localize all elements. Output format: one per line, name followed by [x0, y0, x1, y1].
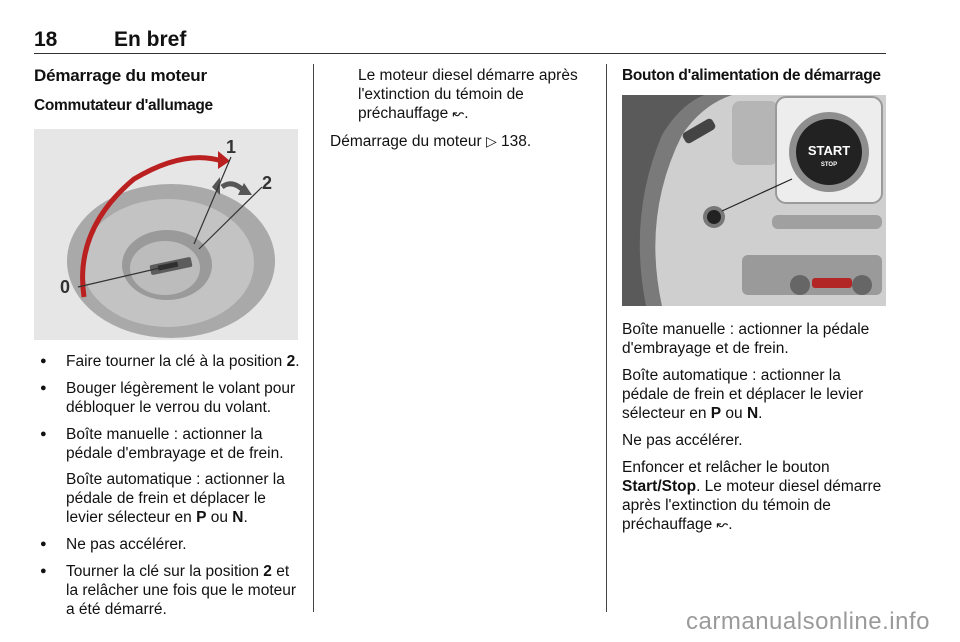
diesel-note — [330, 66, 596, 124]
start-stop-term: Start/Stop — [622, 478, 697, 495]
auto-text-end: . — [758, 405, 763, 422]
glow-plug-icon: ↜ — [716, 517, 729, 533]
cross-reference — [330, 132, 596, 152]
subsection-title-start-button: Bouton d'alimentation de démarrage — [622, 67, 881, 84]
list-item — [34, 535, 302, 554]
start-text: Enfoncer et relâcher le bouton — [622, 459, 830, 476]
position-label-2: 2 — [262, 173, 273, 193]
list-item-text: Ne pas accélérer. — [66, 536, 187, 553]
list-item-text: Faire tourner la clé à la position — [66, 353, 287, 370]
start-stop-instruction — [622, 458, 890, 535]
gear-n: N — [232, 509, 244, 526]
list-item — [34, 352, 302, 371]
list-item-text-end: . — [295, 353, 300, 370]
glow-plug-icon: ↜ — [452, 106, 465, 122]
page-title: En bref — [114, 28, 187, 51]
diesel-note-text: Le moteur diesel démarre après l'extinction du témoin de préchauffage — [358, 67, 578, 122]
page-number: 18 — [34, 28, 58, 51]
sub-text-mid: ou — [206, 509, 233, 526]
list-item — [34, 379, 302, 417]
header-divider — [34, 53, 886, 54]
no-accelerate-instruction: Ne pas accélérer. — [622, 432, 743, 449]
cross-reference-text: Démarrage du moteur — [330, 133, 486, 150]
stop-label: STOP — [820, 162, 838, 168]
column-1 — [34, 64, 302, 627]
page-reference-arrow-icon: ▷ — [485, 134, 497, 150]
list-item-text: Bouger légèrement le volant pour débloquer le verrou du volant. — [66, 380, 296, 416]
subsection-title-ignition: Commutateur d'allumage — [34, 97, 213, 114]
column-2 — [330, 64, 596, 160]
auto-text-mid: ou — [721, 405, 747, 422]
cross-reference-page[interactable]: 138. — [496, 133, 532, 150]
list-item-text: Tourner la clé sur la position — [66, 563, 264, 580]
gear-p: P — [710, 405, 722, 422]
page-header — [34, 28, 886, 54]
position-label-0: 0 — [60, 277, 71, 297]
procedure-list — [34, 352, 302, 619]
list-item — [34, 562, 302, 619]
list-item-text: Boîte manuelle : actionner la pédale d'embrayage et de frein. — [66, 426, 284, 462]
gear-n: N — [746, 405, 759, 422]
watermark: carmanualsonline.info — [686, 608, 930, 635]
start-text-rest: . Le moteur diesel démarre après l'extinction du témoin de préchauffage — [622, 478, 882, 533]
start-stop-button-figure — [622, 95, 886, 306]
diesel-note-end: . — [464, 105, 469, 122]
column-divider-2 — [606, 64, 607, 612]
list-item-subtext — [66, 470, 302, 527]
start-text-end: . — [728, 516, 733, 533]
gear-p: P — [196, 509, 207, 526]
manual-gearbox-instruction: Boîte manuelle : actionner la pédale d'embrayage et de frein. — [622, 321, 870, 357]
ignition-switch-figure — [34, 129, 298, 340]
start-label: START — [807, 143, 851, 158]
automatic-gearbox-instruction — [622, 366, 890, 423]
position-number: 2 — [286, 353, 296, 370]
sub-text: Boîte automatique : actionner la pédale de frein et déplacer le levier sélecteur en — [66, 471, 285, 526]
list-item — [34, 425, 302, 527]
auto-text: Boîte automatique : actionner la pédale de frein et déplacer le levier sélecteur en — [622, 367, 864, 422]
sub-text-end: . — [243, 509, 248, 526]
position-number: 2 — [263, 563, 272, 580]
position-label-1: 1 — [226, 137, 237, 157]
column-divider-1 — [313, 64, 314, 612]
list-item-text-end: et la relâcher une fois que le moteur a été démarré. — [66, 563, 297, 618]
section-title: Démarrage du moteur — [34, 66, 207, 85]
column-3 — [622, 64, 890, 543]
